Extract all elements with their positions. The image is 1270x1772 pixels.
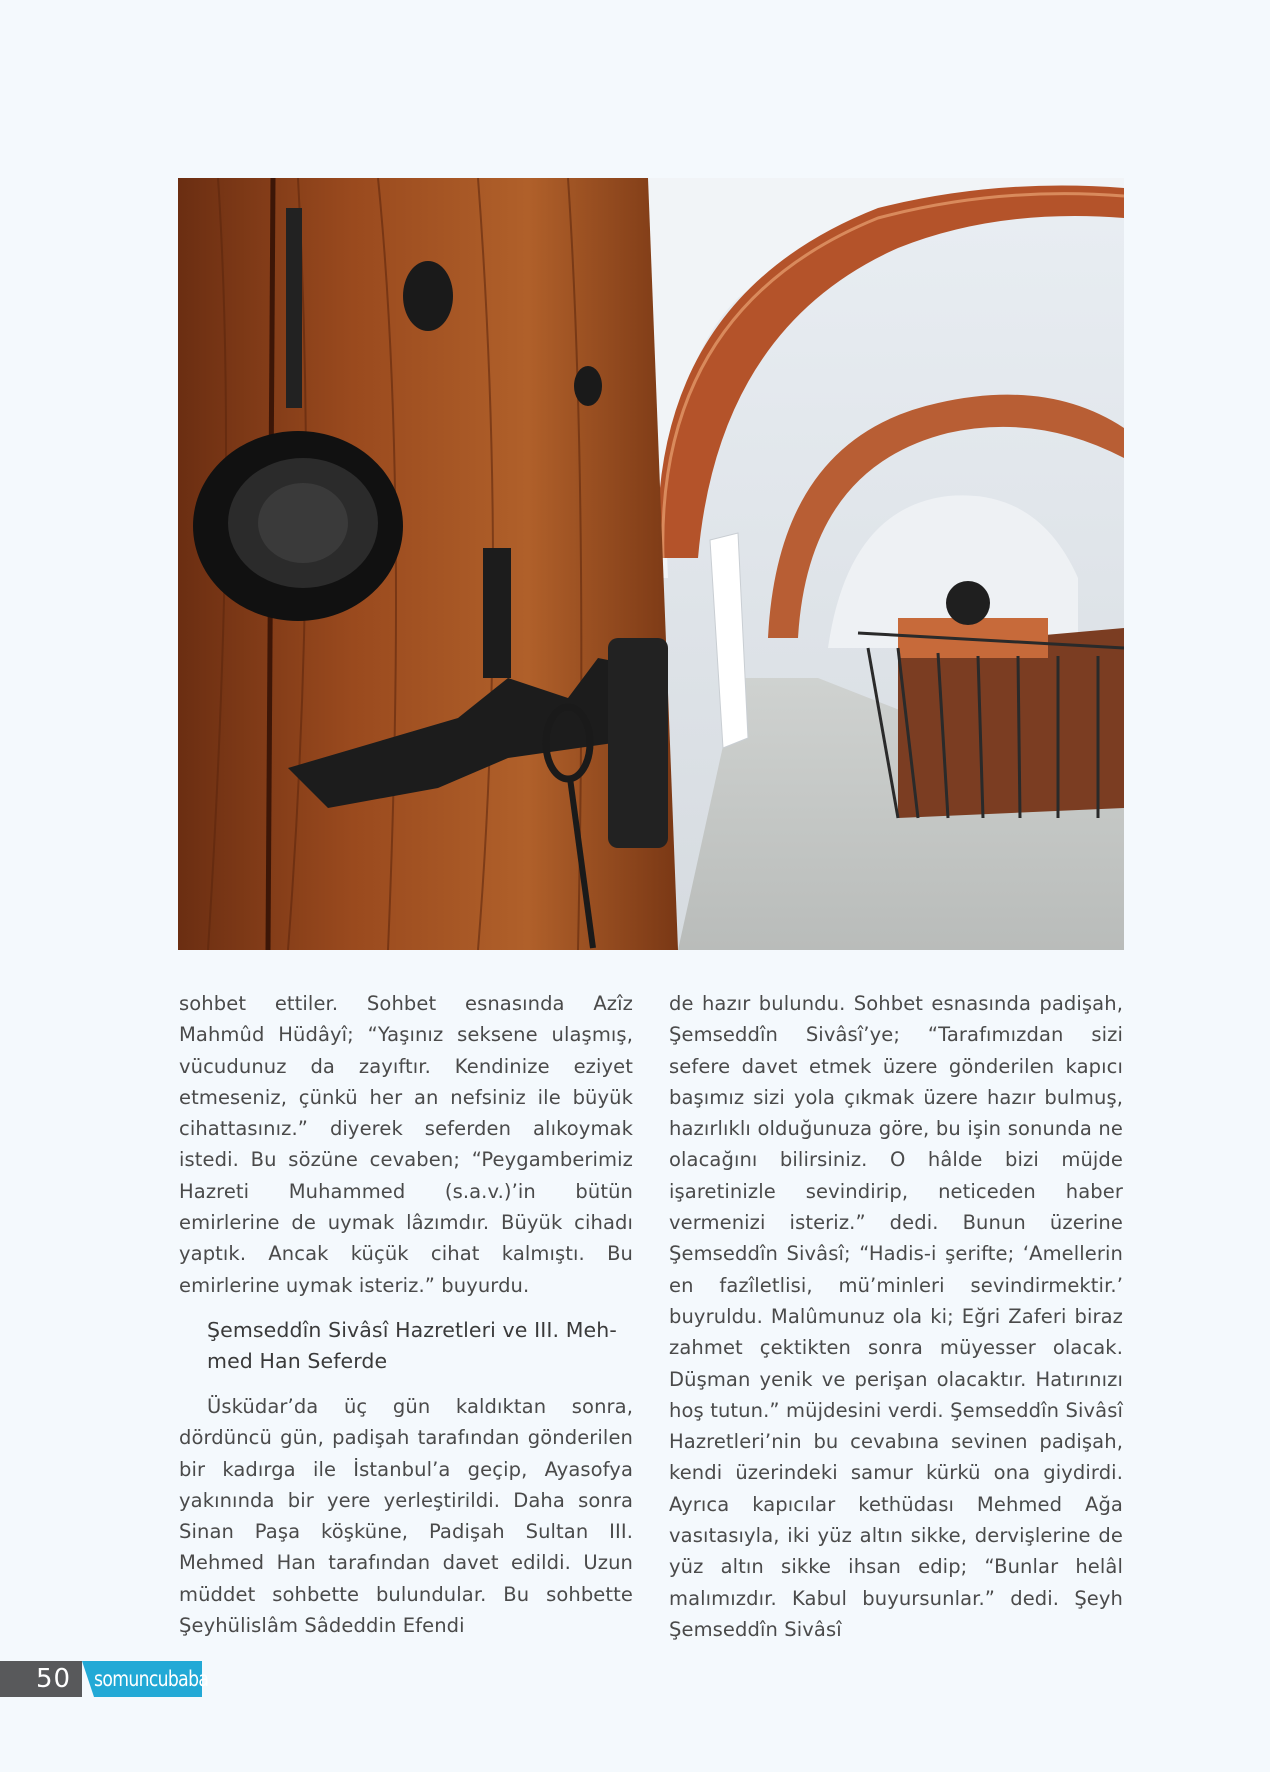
section-subheading: Şemseddîn Sivâsî Hazretleri ve III. Mehmed Han Seferde: [207, 1317, 617, 1373]
page-number: 50: [36, 1664, 72, 1694]
paragraph: de hazır bulundu. Sohbet esnasında padişah, Şemseddîn Sivâsî’ye; “Tarafımızdan sizi sefere davet etmek üzere gönderilen kapıcı başımız sizi yola çıkmak üzere hazır bulmuş, hazırlıklı olduğunuza göre, bu işin sonunda ne olacağını bilirsiniz. O hâlde bizi müjde işaretinizle sevindirip, neticeden haber vermenizi isteriz.” dedi. Bunun üzerine Şemseddîn Sivâsî; “Hadis-i şerifte; ‘Amellerin en fazîletlisi, mü’minleri sevindirmektir.’ buyruldu. Malûmunuz ola ki; Eğri Zaferi biraz zahmet çektikten sonra müyesser olacak. Düşman yenik ve perişan olacaktır. Hatırınızı hoş tutun.” müjdesini verdi. Şemseddîn Sivâsî Hazretleri’nin bu cevabına sevinen padişah, kendi üzerindeki samur kürkü ona giydirdi. Ayrıca kapıcılar kethüdası Mehmed Ağa vasıtasıyla, iki yüz altın sikke, dervişlerine de yüz altın sikke ihsan edip; “Bunlar helâl malımızdır. Kabul buyursunlar.” dedi. Şeyh Şemseddîn Sivâsî: [669, 992, 1123, 1641]
right-column: [669, 988, 1123, 1645]
brand-name: somuncubaba: [94, 1667, 209, 1691]
paragraph: sohbet ettiler. Sohbet esnasında Azîz Mahmûd Hüdâyî; “Yaşınız seksene ulaşmış, vücudunuz da zayıftır. Kendinize eziyet etmeseniz, çünkü her an nefsiniz ile büyük cihattasınız.” diyerek seferden alıkoymak istedi. Bu sözüne cevaben; “Peygamberimiz Hazreti Muhammed (s.a.v.)’in bütün emirlerine de uymak lâzımdır. Büyük cihadı yaptık. Ancak küçük cihat kalmıştı. Bu emirlerine uymak isteriz.” buyurdu.: [179, 992, 633, 1297]
photo: [178, 178, 1124, 950]
door-and-tomb-photo-icon: [178, 178, 1124, 950]
left-column: [179, 988, 633, 1641]
paragraph: Üsküdar’da üç gün kaldıktan sonra, dördüncü gün, padişah tarafından gönderilen bir kadırga ile İstanbul’a geçip, Ayasofya yakınında bir yere yerleştirildi. Daha sonra Sinan Paşa köşküne, Padişah Sultan III. Mehmed Han tarafından davet edildi. Uzun müddet sohbette bulundular. Bu sohbette Şeyhülislâm Sâdeddin Efendi: [179, 1394, 633, 1638]
